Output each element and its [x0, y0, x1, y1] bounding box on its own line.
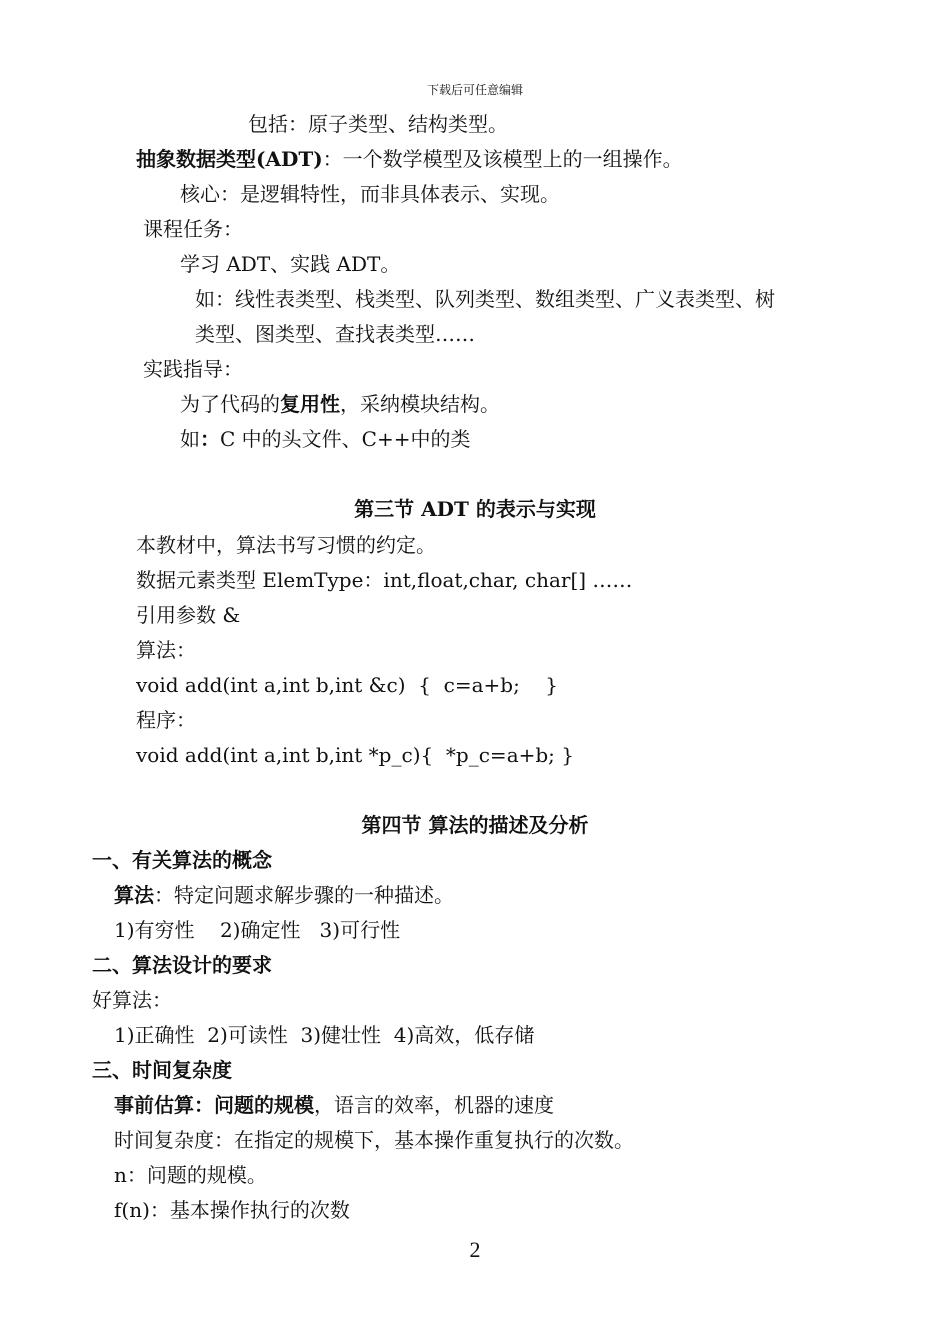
algorithm-label: 算法： [136, 638, 196, 662]
estimate-rest: ，语言的效率，机器的速度 [314, 1093, 554, 1117]
good-algorithm-label: 好算法： [92, 988, 172, 1012]
estimate-line [114, 1091, 554, 1119]
algorithm-term: 算法 [114, 883, 154, 907]
heading-algorithm-concept: 一、有关算法的概念 [92, 848, 272, 872]
page-number: 2 [469, 1237, 481, 1262]
algorithm-code: void add(int a,int b,int &c) { c=a+b; } [136, 673, 558, 697]
section-3-title: 第三节 ADT 的表示与实现 [354, 497, 596, 521]
heading-time-complexity: 三、时间复杂度 [92, 1058, 232, 1082]
adt-term: 抽象数据类型(ADT) [136, 147, 323, 171]
program-label: 程序： [136, 708, 196, 732]
algorithm-properties: 1)有穷性 2)确定性 3)可行性 [114, 918, 401, 942]
adt-def-text: ：一个数学模型及该模型上的一组操作。 [322, 147, 683, 171]
section-4-title: 第四节 算法的描述及分析 [361, 813, 589, 837]
example-line [180, 425, 470, 453]
practice-label: 实践指导： [143, 357, 243, 381]
learn-text: 学习 ADT、实践 ADT。 [180, 252, 401, 276]
estimate-term: 事前估算：问题的规模 [114, 1093, 314, 1117]
examples-line-1: 如：线性表类型、栈类型、队列类型、数组类型、广义表类型、树 [195, 287, 775, 311]
heading-design-requirements: 二、算法设计的要求 [92, 953, 272, 977]
reuse-prefix: 为了代码的 [180, 392, 280, 416]
course-task-label: 课程任务： [143, 217, 243, 241]
n-definition: n：问题的规模。 [114, 1163, 267, 1187]
examples-line-2: 类型、图类型、查找表类型…… [195, 322, 475, 346]
example-prefix: 如 [180, 427, 200, 451]
type-include-text: 包括：原子类型、结构类型。 [248, 112, 508, 136]
adt-definition [136, 145, 683, 173]
algorithm-def-text: ：特定问题求解步骤的一种描述。 [154, 883, 454, 907]
fn-definition: f(n)：基本操作执行的次数 [114, 1198, 350, 1222]
ref-param-text: 引用参数 & [136, 603, 241, 627]
time-complexity-definition: 时间复杂度：在指定的规模下，基本操作重复执行的次数。 [114, 1128, 634, 1152]
reuse-suffix: ，采纳模块结构。 [340, 392, 500, 416]
core-text: 核心：是逻辑特性，而非具体表示、实现。 [180, 182, 560, 206]
elemtype-text: 数据元素类型 ElemType：int,float,char, char[] …… [136, 568, 633, 592]
algorithm-definition [114, 881, 454, 909]
program-code: void add(int a,int b,int *p_c){ *p_c=a+b; } [136, 743, 574, 767]
example-colon: ： [200, 427, 220, 451]
requirements-list: 1)正确性 2)可读性 3)健壮性 4)高效，低存储 [114, 1023, 535, 1047]
reuse-text [180, 390, 500, 418]
example-text: C 中的头文件、C++中的类 [220, 427, 471, 451]
page-header: 下载后可任意编辑 [426, 83, 523, 97]
convention-text: 本教材中，算法书写习惯的约定。 [136, 533, 436, 557]
reuse-term: 复用性 [280, 392, 340, 416]
